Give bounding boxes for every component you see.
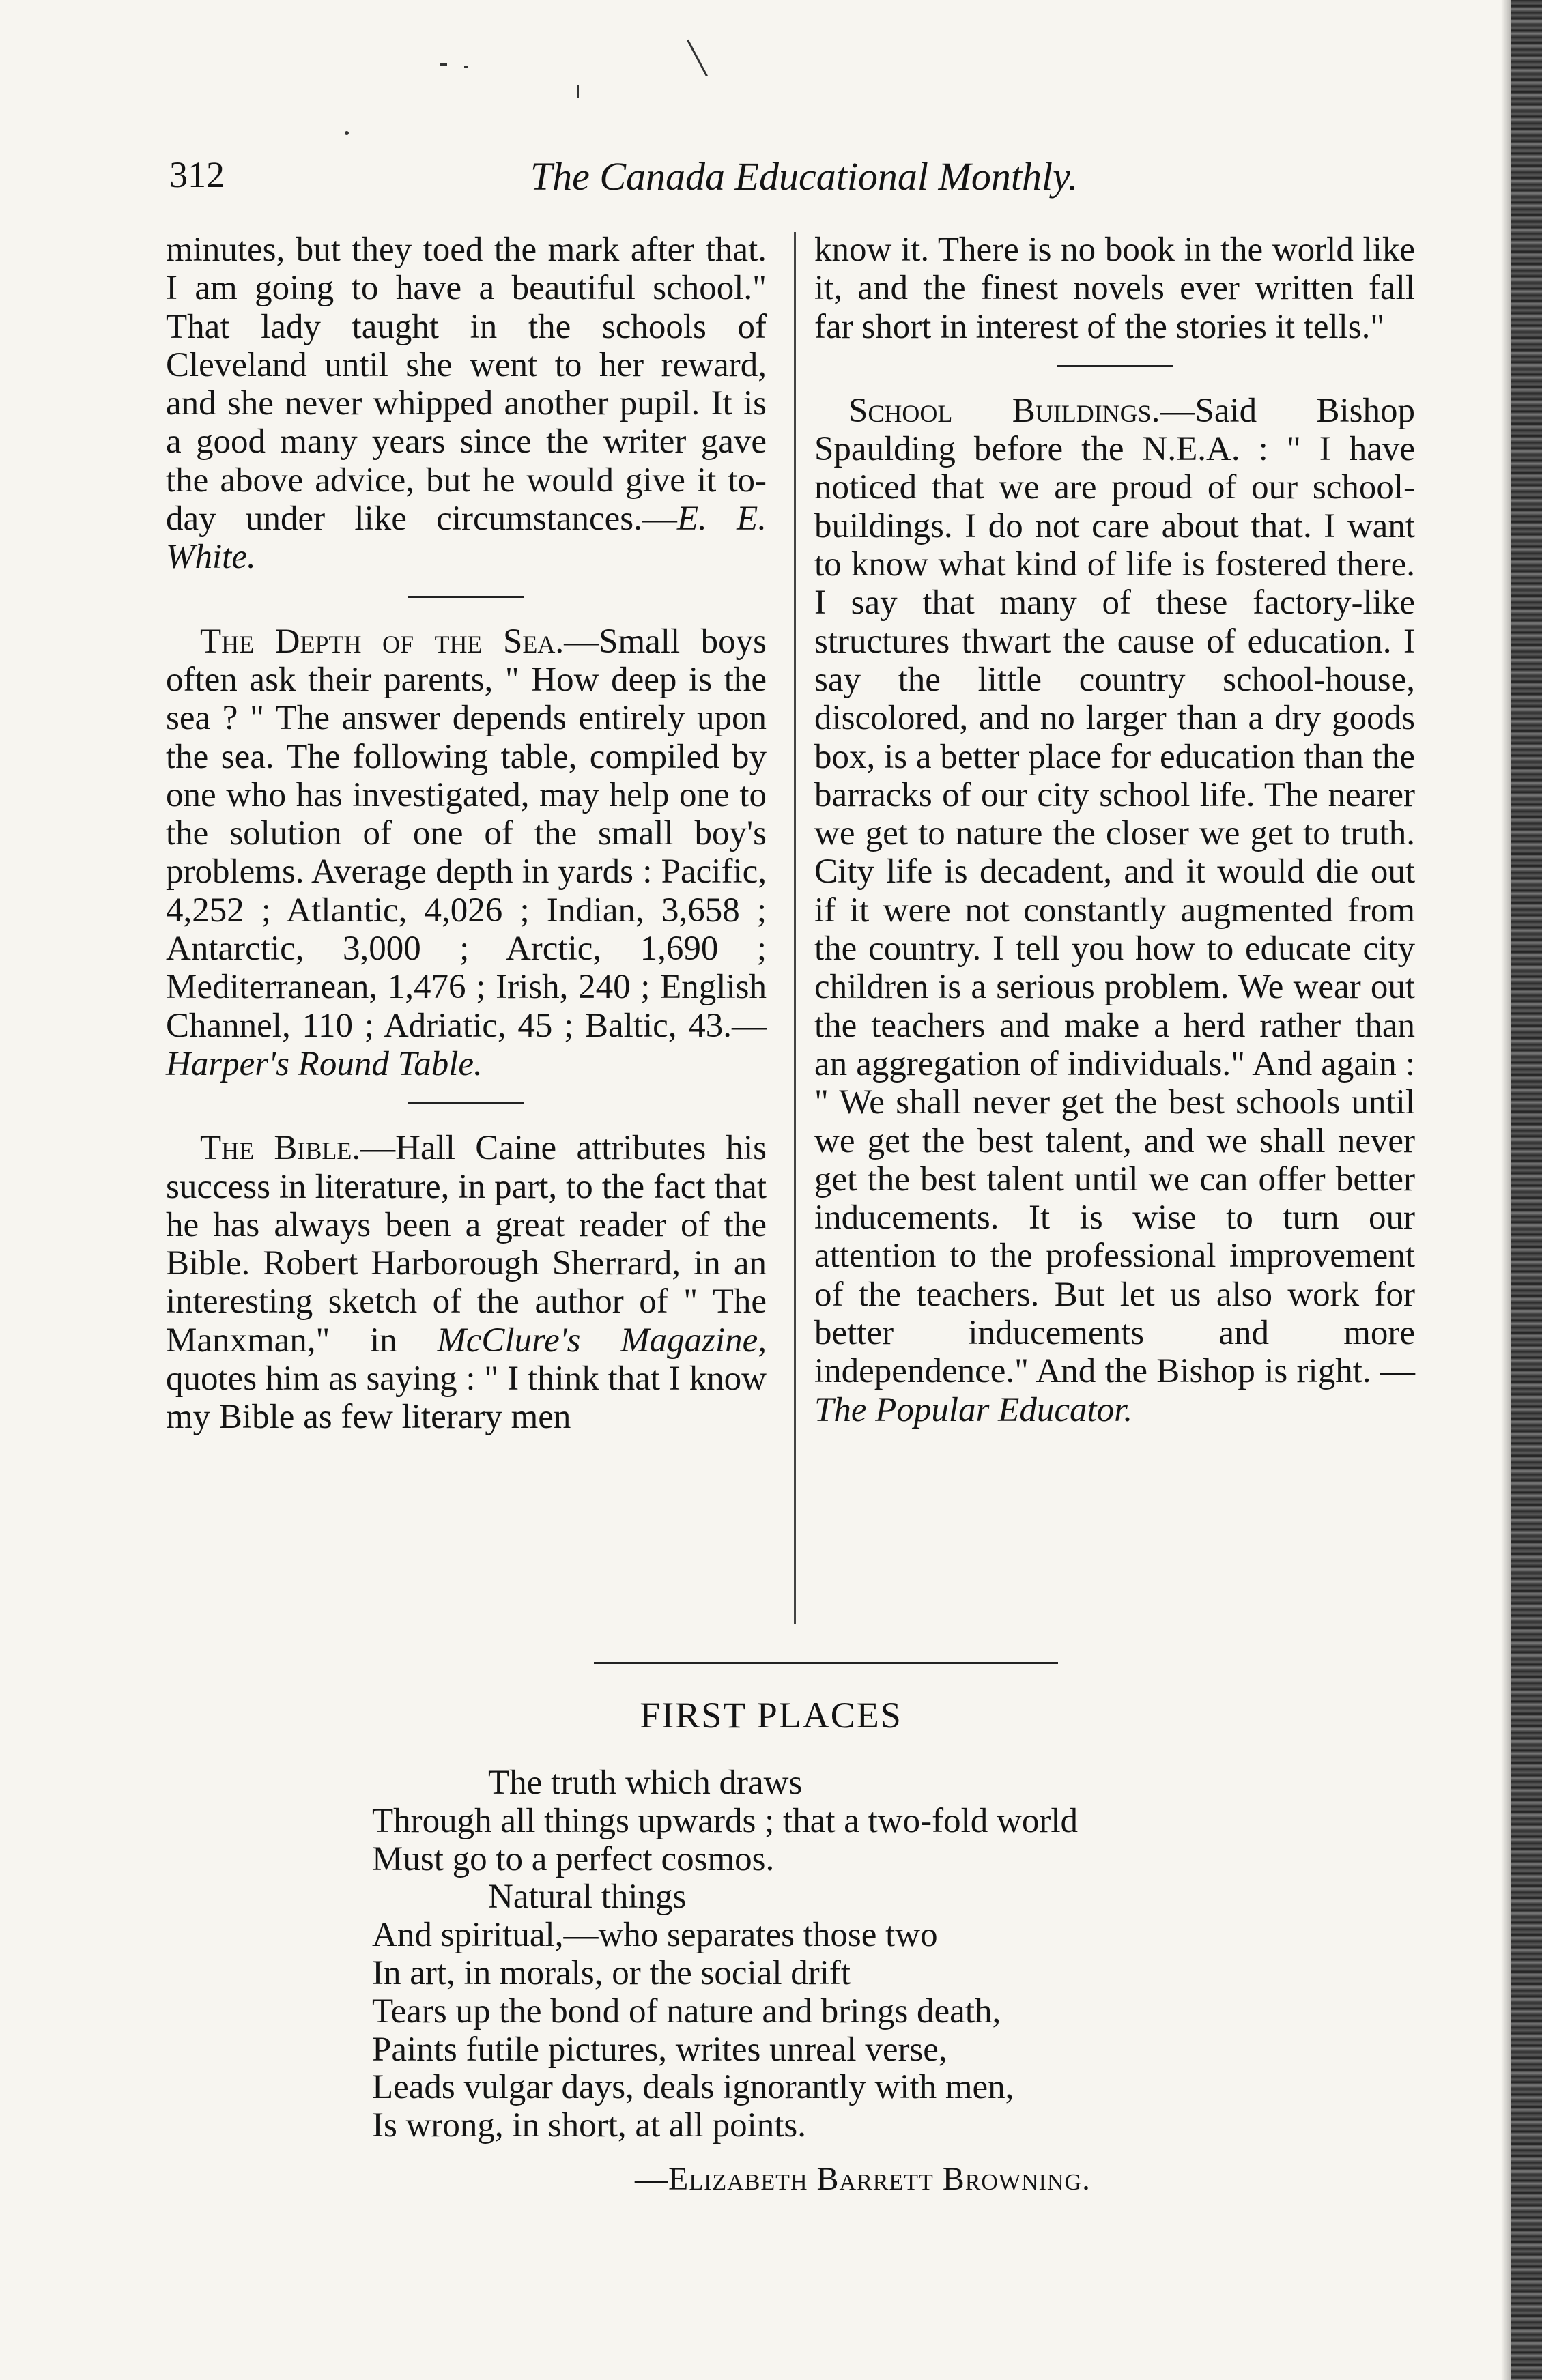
scan-edge [1511, 0, 1542, 2380]
paragraph-text: minutes, but they toed the mark after that. I am going to have a beautiful school." That lady taught in the schools of Cleveland until she went to her reward, and she never whipped another pupil. It is a good many years since the writer gave the above advice, but he would give it to-day under like circumstances.— [166, 231, 767, 539]
poem-line: The truth which draws [488, 1764, 803, 1802]
paragraph-text: —Said Bishop Spaulding before the N.E.A. : " I have noticed that we are proud of our school-buildings. I do not care about that. I want to know what kind of life is fostered there. I say that many of these factory-like structures thwart the cause of education. I say the little country school-house, discolored, and no larger than a dry goods box, is a better place for education than the barracks of our city school life. The nearer we get to nature the closer we get to truth. City life is decadent, and it would die out if it were not constantly augmented from the country. I tell you how to educate city children is a serious problem. We wear out the teachers and make a herd rather than an aggregation of individuals." And again : " We shall never get the best schools until we get the best talent, and we shall never get the best talent until we can offer better inducements. It is wise to turn our attention to the professional improvement of the teachers. But let us also work for better inducements and more independence." And the Bishop is right. — [814, 391, 1415, 1391]
column-rule [794, 232, 796, 1624]
paragraph [166, 231, 767, 577]
poem-line: Is wrong, in short, at all points. [372, 2106, 807, 2145]
paragraph: know it. There is no book in the world like it, and the finest novels ever written fall far short in interest of the stories it tells." [814, 231, 1415, 346]
poem-line: Leads vulgar days, deals ignorantly with men, [372, 2068, 1014, 2107]
poem-attribution: —Elizabeth Barrett Browning. [635, 2161, 1091, 2197]
left-column [166, 231, 767, 1437]
paragraph-text: quotes him as saying : " I think that I know my Bible as few literary men [166, 1360, 767, 1437]
source-credit: Harper's Round Table. [166, 1044, 483, 1083]
scan-speck [464, 66, 468, 68]
paragraph-text: —Hall Caine attributes his success in literature, in part, to the fact that he has always been a great reader of the Bible. Robert Harborough Sherrard, in an interesting sketch of the author of " The Manxman," in [166, 1129, 767, 1360]
scan-speck [440, 63, 447, 66]
section-heading: The Bible. [200, 1129, 361, 1168]
running-title: The Canada Educational Monthly. [530, 154, 1079, 199]
source-credit: The Popular Educator. [814, 1390, 1133, 1429]
section-divider [1057, 365, 1173, 367]
poem-line: Natural things [488, 1878, 687, 1917]
section-divider [408, 596, 524, 598]
paragraph-text: —Small boys often ask their parents, " How deep is the sea ? " The answer depends entirely upon the sea. The following table, compiled by one who has investigated, may help one to the solution of one of the small boy's problems. Average depth in yards : Pacific, 4,252 ; Atlantic, 4,026 ; Indian, 3,658 ; Antarctic, 3,000 ; Arctic, 1,690 ; Mediterranean, 1,476 ; Irish, 240 ; English Channel, 110 ; Adriatic, 45 ; Baltic, 43.— [166, 622, 767, 1045]
page-number: 312 [169, 154, 225, 195]
poem-line: And spiritual,—who separates those two [372, 1916, 938, 1955]
paragraph-depth-of-sea [166, 622, 767, 1084]
paragraph-school-buildings [814, 392, 1415, 1429]
poem-line: Must go to a perfect cosmos. [372, 1839, 775, 1878]
scan-speck [577, 85, 579, 98]
author-credit: E. E. White. [166, 500, 767, 577]
section-rule [594, 1662, 1058, 1664]
scan-speck [687, 40, 708, 76]
section-divider [408, 1102, 524, 1104]
poem-line: Tears up the bond of nature and brings death, [372, 1992, 1001, 2031]
magazine-title: McClure's Magazine, [437, 1321, 767, 1360]
poem-line: Paints futile pictures, writes unreal verse, [372, 2030, 947, 2069]
poem-line: In art, in morals, or the social drift [372, 1953, 851, 1992]
poem [372, 1764, 1078, 2145]
section-heading: The Depth of the Sea. [200, 622, 565, 661]
page-shadow [1501, 0, 1511, 2380]
section-heading: School Buildings. [848, 391, 1160, 430]
right-column [814, 231, 1415, 1429]
paragraph-the-bible [166, 1129, 767, 1436]
poem-line: Through all things upwards ; that a two-fold world [372, 1801, 1078, 1840]
page-header [169, 154, 1439, 201]
scan-speck [345, 131, 349, 135]
poem-title: FIRST PLACES [640, 1695, 902, 1736]
